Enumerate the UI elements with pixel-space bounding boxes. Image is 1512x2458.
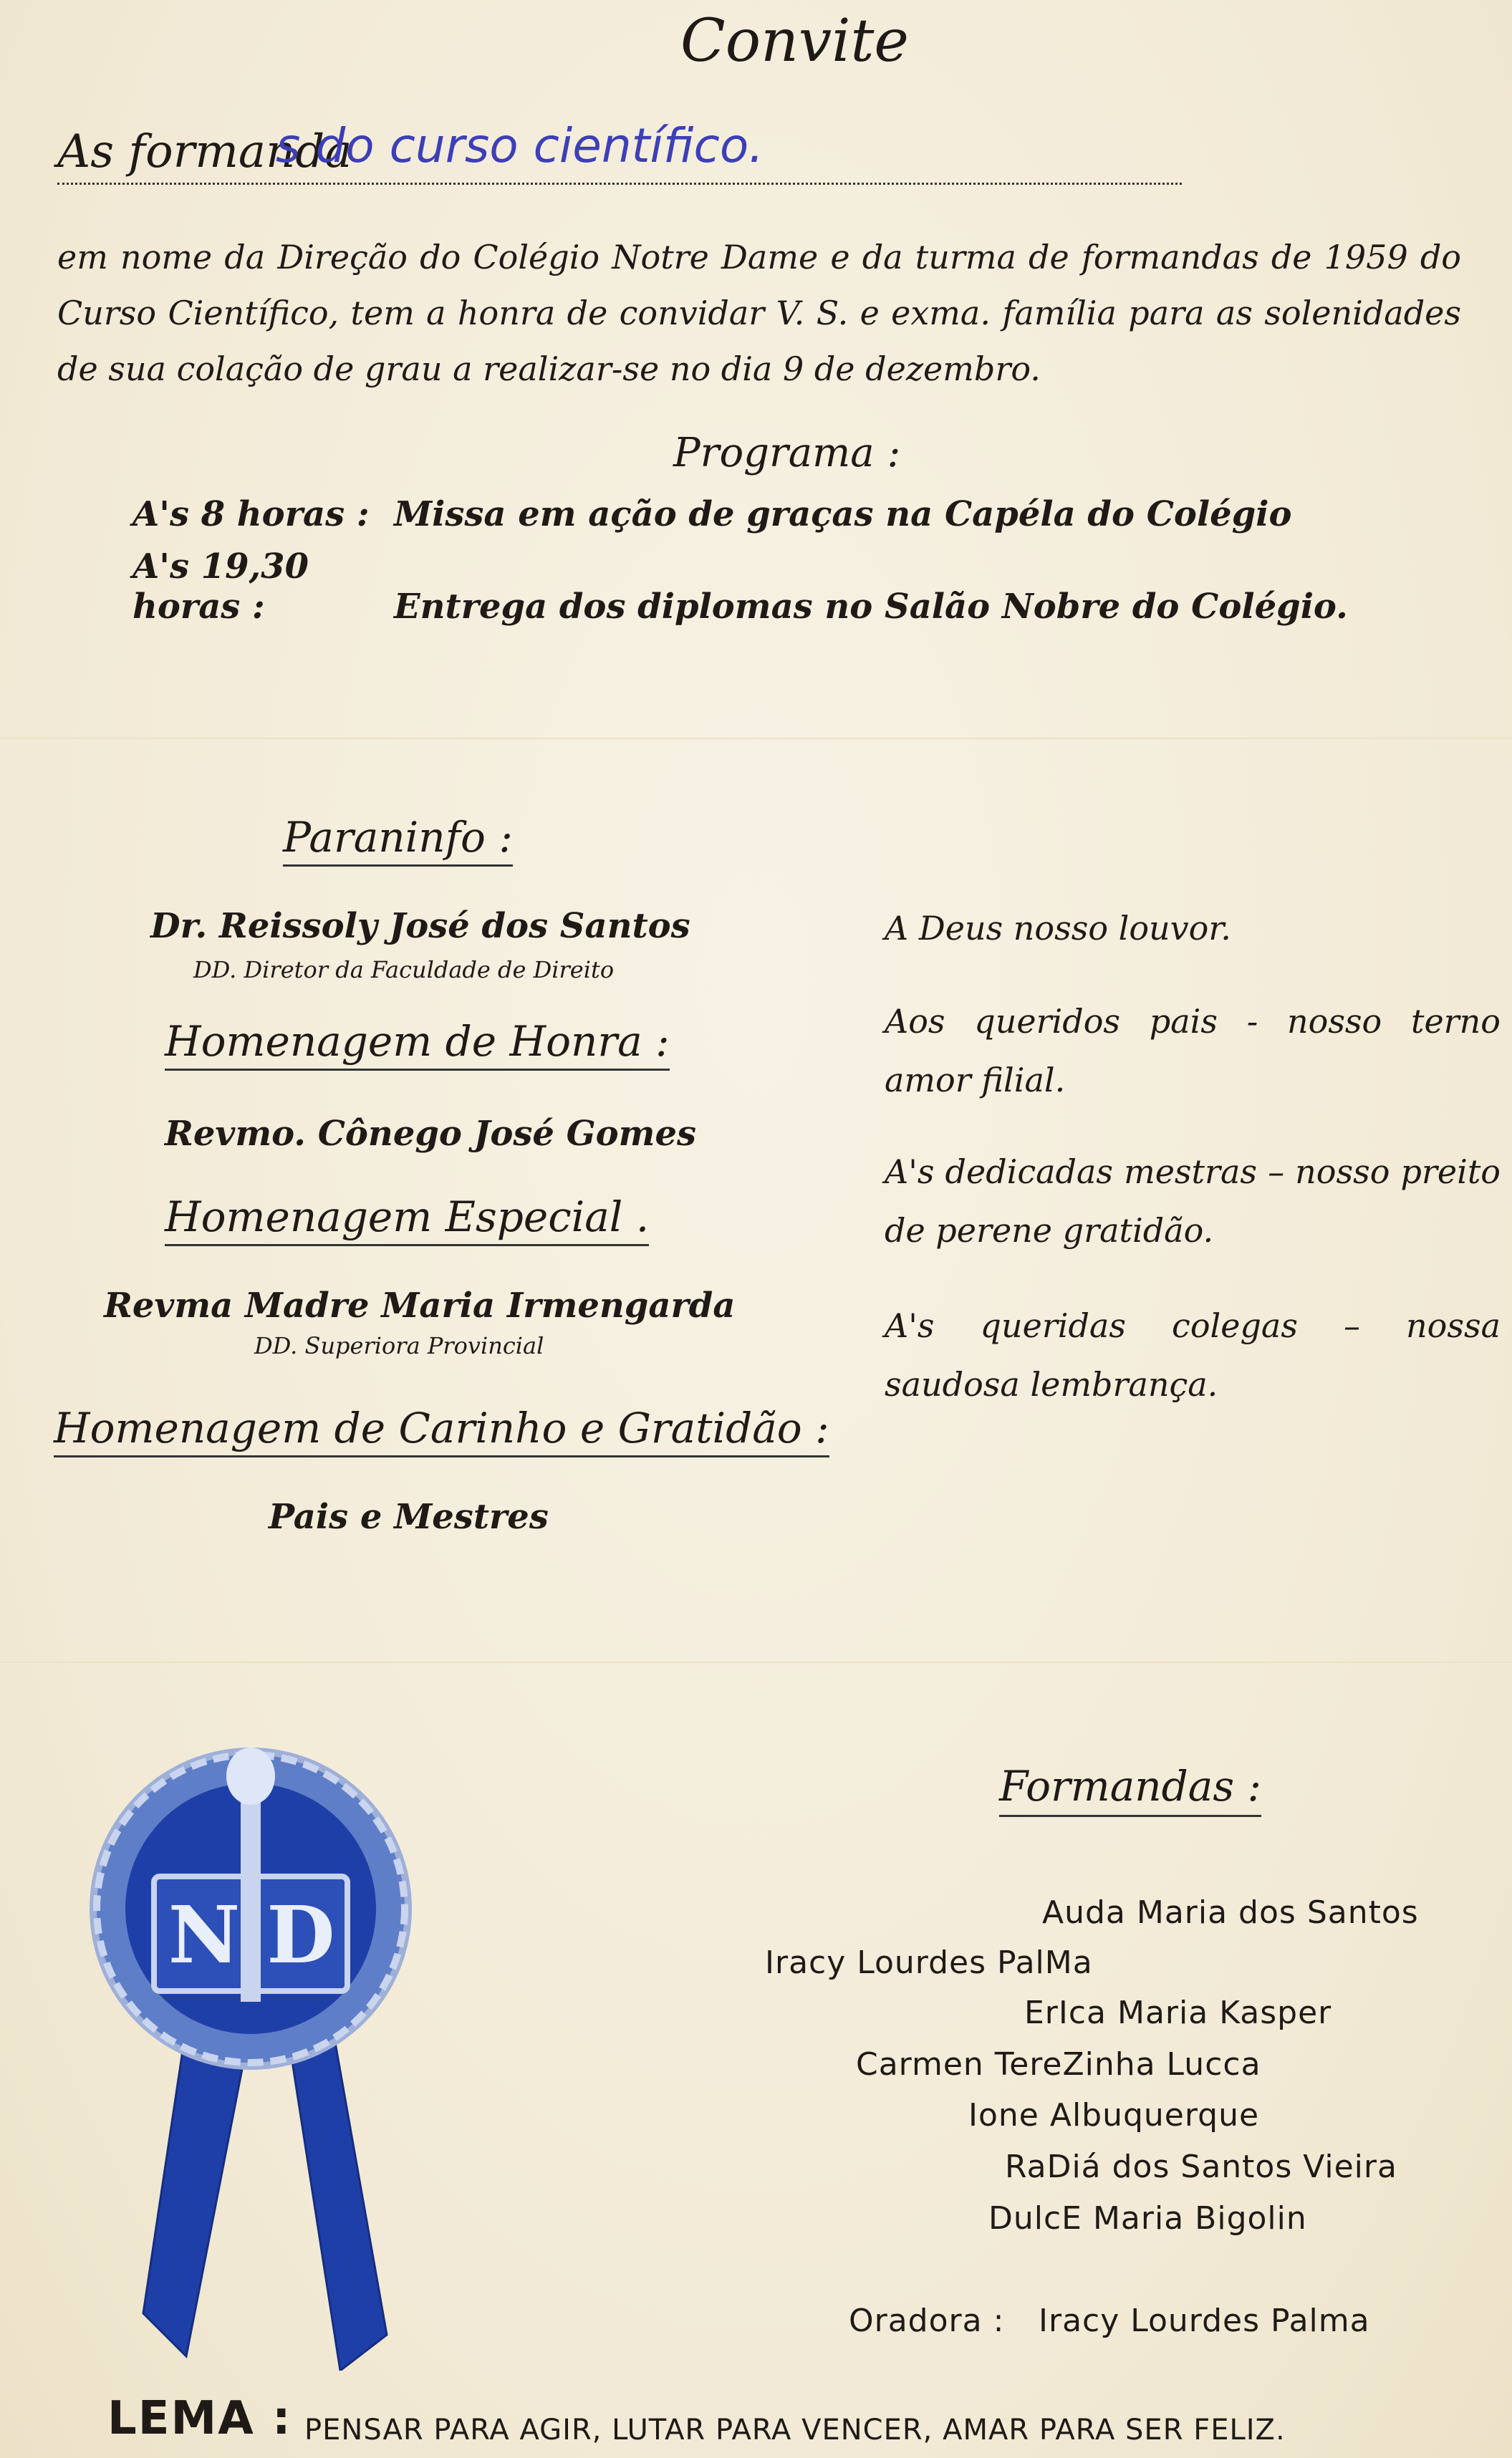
fold-line bbox=[0, 738, 1512, 740]
programa-time: A's 8 horas : bbox=[133, 494, 370, 534]
invitation-title: Convite bbox=[680, 7, 909, 75]
programa-event: Entrega dos diplomas no Salão Nobre do Colégio. bbox=[394, 587, 1348, 627]
oradora-label: Oradora : bbox=[849, 2303, 1005, 2339]
oradora-name: Iracy Lourdes Palma bbox=[1039, 2303, 1370, 2339]
invitation-paragraph: em nome da Direção do Colégio Notre Dame e da turma de formandas de 1959 do Curso Científico, tem a honra de convidar V. S. e exma. família para as solenidades de sua colação de grau a realizar-se no dia 9 de dezembro. bbox=[57, 238, 1461, 388]
lema-text: PENSAR PARA AGIR, LUTAR PARA VENCER, AMAR PARA SER FELIZ. bbox=[304, 2414, 1286, 2447]
formanda-name: Carmen TereZinha Lucca bbox=[856, 2046, 1261, 2083]
carinho-name: Pais e Mestres bbox=[269, 1497, 549, 1537]
paraninfo-name: Dr. Reissoly José dos Santos bbox=[150, 906, 690, 946]
formanda-name: RaDiá dos Santos Vieira bbox=[1005, 2149, 1397, 2185]
formanda-name: Auda Maria dos Santos bbox=[1042, 1894, 1419, 1931]
honra-label: Homenagem de Honra : bbox=[165, 1017, 670, 1071]
especial-name: Revma Madre Maria Irmengarda bbox=[104, 1286, 736, 1326]
dedication: A's dedicadas mestras – nosso preito de perene gratidão. bbox=[885, 1152, 1501, 1250]
seal-letter-d: D bbox=[266, 1889, 335, 1981]
nd-seal bbox=[86, 1740, 423, 2373]
formanda-name: DulcE Maria Bigolin bbox=[988, 2200, 1307, 2237]
paraninfo-role: DD. Diretor da Faculdade de Direito bbox=[193, 956, 615, 983]
paraninfo-label: Paraninfo : bbox=[283, 813, 513, 867]
formanda-name: Iracy Lourdes PalMa bbox=[765, 1944, 1093, 1981]
carinho-label: Homenagem de Carinho e Gratidão : bbox=[54, 1404, 829, 1457]
intro-printed-text: As formanda bbox=[57, 125, 352, 178]
programa-item bbox=[133, 494, 1292, 534]
formanda-name: ErIca Maria Kasper bbox=[1024, 1995, 1332, 2031]
honra-name: Revmo. Cônego José Gomes bbox=[165, 1114, 697, 1154]
dedication: Aos queridos pais - nosso terno amor filial. bbox=[885, 1002, 1501, 1099]
especial-role: DD. Superiora Provincial bbox=[254, 1332, 544, 1359]
intro-handwritten-text: s do curso científico. bbox=[276, 118, 764, 173]
dedication: A's queridas colegas – nossa saudosa lembrança. bbox=[885, 1306, 1501, 1404]
dedication: A Deus nosso louvor. bbox=[885, 909, 1231, 948]
fold-line bbox=[0, 1662, 1512, 1664]
programa-title: Programa : bbox=[673, 430, 901, 476]
lema-label: LEMA : bbox=[107, 2392, 292, 2445]
especial-label: Homenagem Especial . bbox=[165, 1192, 649, 1246]
programa-event: Missa em ação de graças na Capéla do Colégio bbox=[394, 494, 1292, 534]
seal-letter-n: N bbox=[168, 1889, 241, 1981]
programa-item bbox=[133, 546, 1348, 627]
formanda-name: Ione Albuquerque bbox=[968, 2097, 1260, 2134]
formandas-label: Formandas : bbox=[999, 1762, 1261, 1817]
programa-time: A's 19,30 horas : bbox=[133, 546, 309, 627]
